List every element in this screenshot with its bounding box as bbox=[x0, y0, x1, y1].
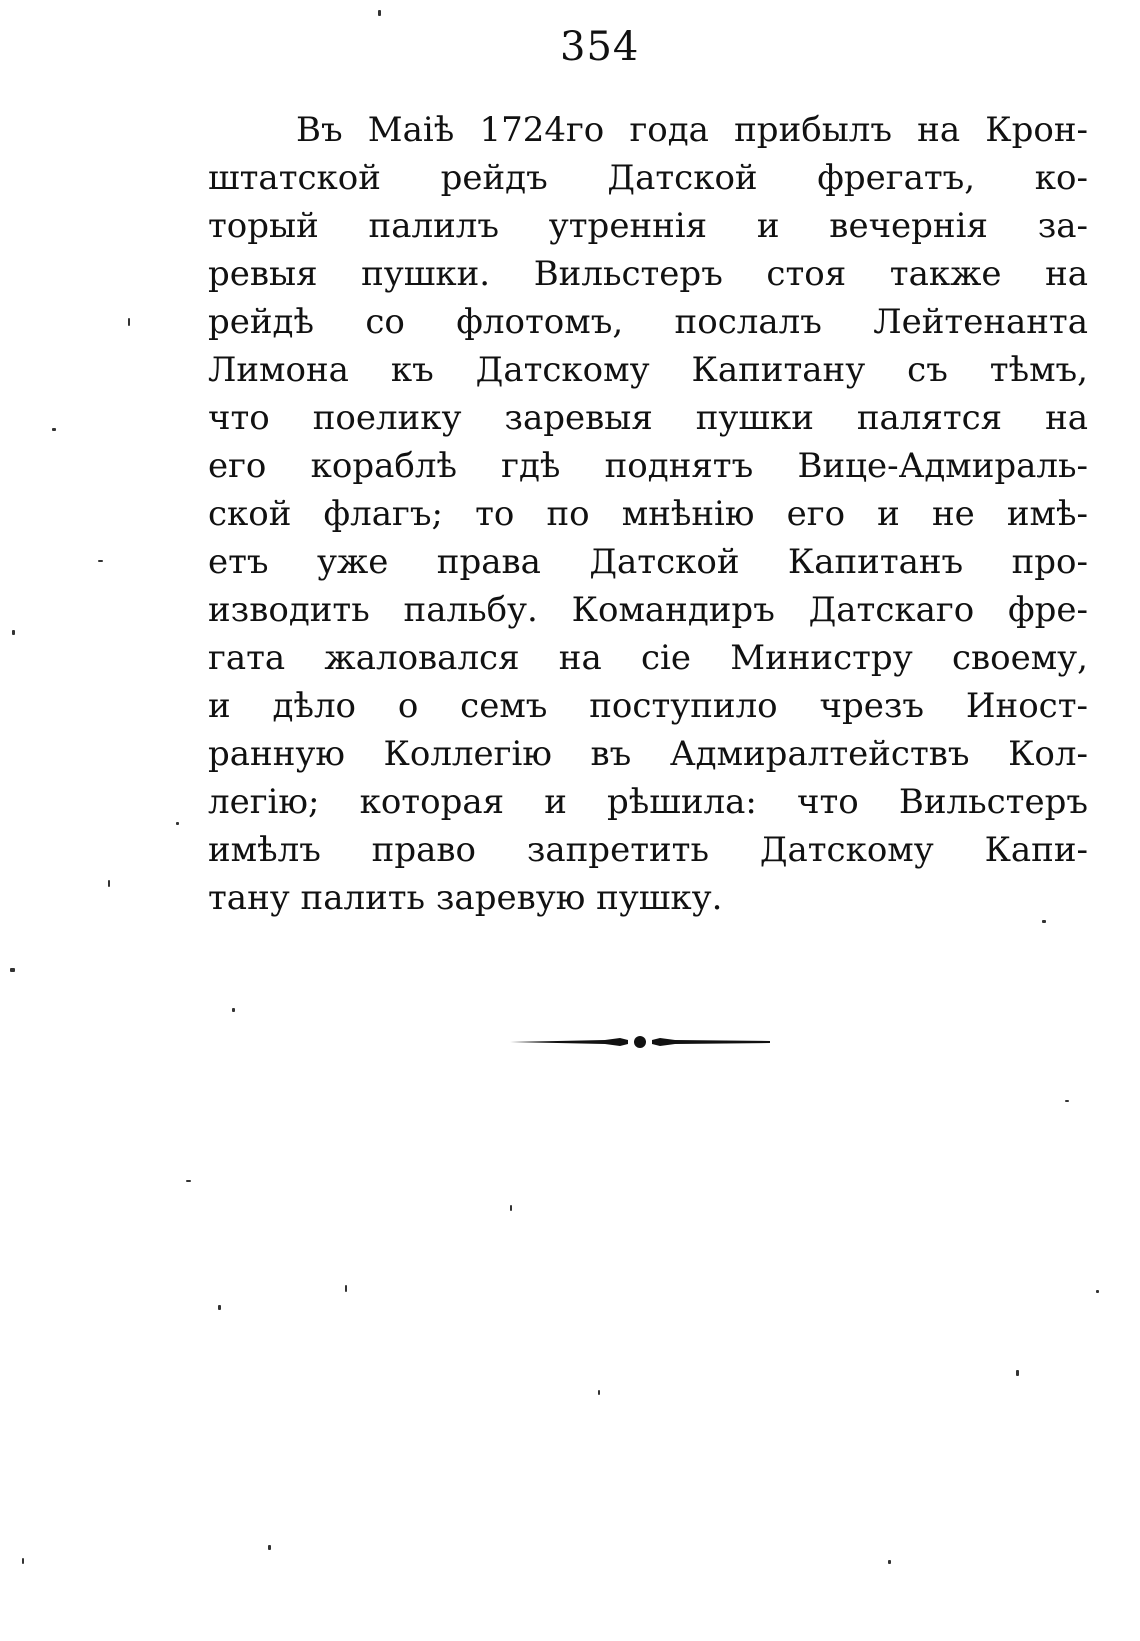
print-speck bbox=[232, 1008, 235, 1012]
body-text bbox=[208, 106, 1088, 922]
text-line-17: тану палить заревую пушку. bbox=[208, 878, 723, 918]
text-line-10: етъ уже права Датской Капитанъ про- bbox=[208, 542, 1088, 582]
text-line-7: что поелику заревыя пушки палятся на bbox=[208, 398, 1088, 438]
text-line-5: рейдѣ со флотомъ, послалъ Лейтенанта bbox=[208, 302, 1088, 342]
print-speck bbox=[22, 1558, 24, 1564]
print-speck bbox=[598, 1390, 600, 1395]
print-speck bbox=[1042, 920, 1046, 923]
print-speck bbox=[268, 1545, 271, 1550]
print-speck bbox=[52, 428, 56, 431]
print-speck bbox=[128, 318, 130, 326]
print-speck bbox=[1096, 1290, 1099, 1293]
text-line-1: Въ Маіѣ 1724го года прибылъ на Крон- bbox=[296, 110, 1088, 150]
print-speck bbox=[1065, 1100, 1069, 1102]
print-speck bbox=[378, 10, 381, 16]
text-line-16: имѣлъ право запретить Датскому Капи- bbox=[208, 830, 1088, 870]
print-speck bbox=[888, 1560, 891, 1564]
print-speck bbox=[10, 968, 15, 972]
print-speck bbox=[176, 822, 179, 825]
text-line-15: легію; которая и рѣшила: что Вильстеръ bbox=[208, 782, 1088, 822]
text-line-8: его кораблѣ гдѣ поднятъ Вице-Адмираль- bbox=[208, 446, 1088, 486]
text-line-9: ской флагъ; то по мнѣнію его и не имѣ- bbox=[208, 494, 1088, 534]
print-speck bbox=[510, 1205, 512, 1211]
print-speck bbox=[1016, 1370, 1019, 1376]
text-line-14: ранную Коллегію въ Адмиралтействъ Кол- bbox=[208, 734, 1088, 774]
print-speck bbox=[98, 560, 103, 562]
page-number: 354 bbox=[560, 24, 640, 70]
print-speck bbox=[186, 1180, 191, 1182]
print-speck bbox=[108, 880, 110, 887]
ornamental-rule-icon bbox=[510, 1030, 770, 1054]
text-line-2: штатской рейдъ Датской фрегатъ, ко- bbox=[208, 158, 1088, 198]
text-line-12: гата жаловался на сіе Министру своему, bbox=[208, 638, 1088, 678]
text-line-6: Лимона къ Датскому Капитану съ тѣмъ, bbox=[208, 350, 1088, 390]
print-speck bbox=[12, 630, 15, 635]
text-line-11: изводить пальбу. Командиръ Датскаго фре- bbox=[208, 590, 1088, 630]
print-speck bbox=[345, 1285, 347, 1292]
print-speck bbox=[218, 1305, 221, 1310]
text-line-4: ревыя пушки. Вильстеръ стоя также на bbox=[208, 254, 1088, 294]
text-line-13: и дѣло о семъ поступило чрезъ Иност- bbox=[208, 686, 1088, 726]
text-line-3: торый палилъ утреннія и вечернія за- bbox=[208, 206, 1088, 246]
